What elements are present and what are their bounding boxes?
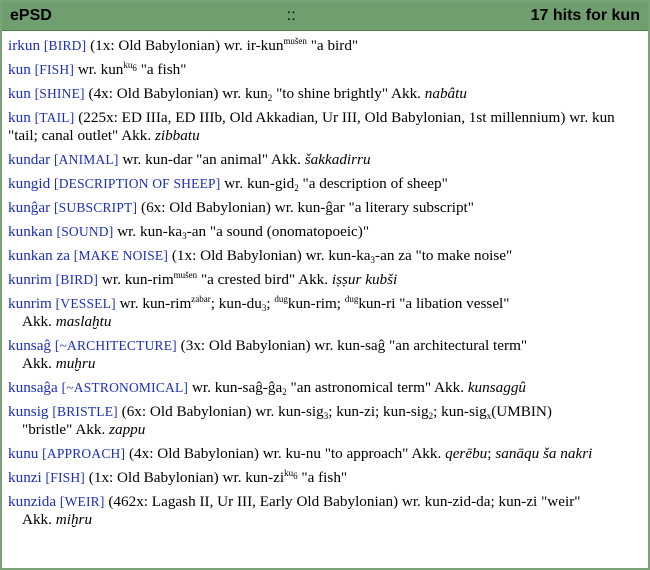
sign-index-sub: 2: [294, 183, 299, 193]
entry-sense-link[interactable]: [~ARCHITECTURE]: [54, 338, 177, 353]
entry-headword-link[interactable]: kunrim: [8, 271, 52, 288]
entry-body: (6x: Old Babylonian) wr. kun-sig: [121, 403, 324, 420]
akkadian-equivalent: nabâtu: [424, 85, 467, 102]
entry-sense-link[interactable]: [BIRD]: [55, 272, 99, 287]
result-entry: [8, 151, 642, 169]
result-entry: [8, 175, 642, 193]
entry-text: kun-ri "a libation vessel": [358, 295, 510, 312]
akkadian-equivalent: muḫru: [55, 355, 96, 372]
entry-body: wr. kun-rim: [101, 271, 174, 288]
akkadian-equivalent: miḫru: [55, 511, 93, 528]
entry-headword-link[interactable]: kundar: [8, 151, 51, 168]
entry-body: (462x: Lagash II, Ur III, Early Old Babylonian) wr. kun-zid-da; kun-zi "weir": [108, 493, 581, 510]
entry-text: ;: [487, 445, 496, 462]
entry-headword-link[interactable]: kungid: [8, 175, 51, 192]
result-entry: [8, 445, 642, 463]
results-list: [2, 31, 648, 529]
result-entry: [8, 271, 642, 289]
result-entry: [8, 223, 642, 241]
entry-headword-link[interactable]: irkun: [8, 37, 41, 54]
entry-headword-link[interactable]: kunu: [8, 445, 39, 462]
entry-sense-link[interactable]: [APPROACH]: [42, 446, 126, 461]
entry-sense-link[interactable]: [BRISTLE]: [52, 404, 118, 419]
entry-sense-link[interactable]: [TAIL]: [34, 110, 75, 125]
result-entry: [8, 199, 642, 217]
entry-body: wr. kun-ka: [117, 223, 183, 240]
entry-headword-link[interactable]: kunzi: [8, 469, 42, 486]
entry-text: "bristle" Akk.: [22, 421, 110, 438]
determinative-sup: ku6: [284, 468, 298, 481]
result-entry: [8, 469, 642, 487]
entry-headword-link[interactable]: kunkan: [8, 223, 53, 240]
entry-headword-link[interactable]: kun: [8, 61, 31, 78]
site-title[interactable]: ePSD: [10, 7, 52, 24]
entry-body: wr. kun-dar "an animal" Akk.: [122, 151, 305, 168]
entry-sense-link[interactable]: [ANIMAL]: [53, 152, 119, 167]
entry-text: "an astronomical term" Akk.: [286, 379, 468, 396]
sign-index-sub: 2: [428, 411, 434, 421]
entry-text: ; kun-du: [210, 295, 262, 312]
akkadian-equivalent: zibbatu: [154, 127, 200, 144]
entry-body: wr. kun: [77, 61, 124, 78]
entry-text: ; kun-sig: [433, 403, 487, 420]
determinative-sup: mušen: [283, 36, 307, 46]
entry-text: "a fish": [297, 469, 348, 486]
sign-index-sub: 3: [370, 255, 376, 265]
entry-text: kun-rim;: [287, 295, 345, 312]
entry-sense-link[interactable]: [WEIR]: [59, 494, 105, 509]
entry-text: "to shine brightly" Akk.: [272, 85, 425, 102]
entry-body: (3x: Old Babylonian) wr. kun-saĝ "an architectural term": [180, 337, 528, 354]
result-entry: [8, 403, 642, 439]
entry-headword-link[interactable]: kunsaĝa: [8, 379, 58, 396]
akkadian-equivalent: sanāqu ša nakri: [495, 445, 593, 462]
entry-continuation: [8, 313, 642, 331]
sign-index-sub: 3: [182, 231, 187, 241]
entry-body: (4x: Old Babylonian) wr. ku-nu "to approach" Akk.: [128, 445, 446, 462]
entry-sense-link[interactable]: [SOUND]: [56, 224, 114, 239]
entry-sense-link[interactable]: [FISH]: [45, 470, 85, 485]
entry-continuation: [8, 355, 642, 373]
result-entry: [8, 85, 642, 103]
entry-headword-link[interactable]: kun: [8, 85, 31, 102]
result-entry: [8, 37, 642, 55]
entry-body: (1x: Old Babylonian) wr. ir-kun: [90, 37, 284, 54]
akkadian-equivalent: maslaḫtu: [55, 313, 112, 330]
result-entry: [8, 247, 642, 265]
entry-text: ; kun-zi; kun-sig: [328, 403, 429, 420]
result-entry: [8, 379, 642, 397]
sign-index-sub: 3: [323, 411, 329, 421]
result-entry: [8, 61, 642, 79]
sign-index-sub: 2: [282, 387, 287, 397]
entry-body: (6x: Old Babylonian) wr. kun-ĝar "a literary subscript": [141, 199, 474, 216]
entry-sense-link[interactable]: [BIRD]: [43, 38, 87, 53]
result-entry: [8, 493, 642, 529]
determinative-sup: ku6: [123, 60, 137, 73]
entry-text: Akk.: [22, 355, 56, 372]
entry-text: "a fish": [136, 61, 187, 78]
entry-body: wr. kun-rim: [119, 295, 192, 312]
entry-headword-link[interactable]: kun: [8, 109, 31, 126]
akkadian-equivalent: kunsaggû: [467, 379, 527, 396]
result-entry: [8, 109, 642, 145]
entry-text: -an za "to make noise": [375, 247, 513, 264]
entry-continuation: [8, 421, 642, 439]
entry-text: Akk.: [22, 511, 56, 528]
sign-index-sub: 3: [261, 303, 267, 313]
sign-index-sub: 6: [132, 63, 137, 73]
entry-body: (225x: ED IIIa, ED IIIb, Old Akkadian, Ur III, Old Babylonian, 1st millennium) wr. kun "tail; canal outlet" Akk.: [8, 109, 615, 144]
determinative-sup: dug: [344, 294, 359, 304]
entry-text: "a description of sheep": [298, 175, 448, 192]
result-entry: [8, 295, 642, 331]
determinative-sup: zabar: [191, 294, 211, 304]
entry-text: ;: [266, 295, 275, 312]
entry-sense-link[interactable]: [FISH]: [34, 62, 75, 77]
sign-index-sub: 6: [293, 471, 298, 481]
entry-text: Akk.: [22, 313, 56, 330]
entry-sense-link[interactable]: [SHINE]: [34, 86, 85, 101]
entry-body: wr. kun-saĝ-ĝa: [191, 379, 283, 396]
result-entry: [8, 337, 642, 373]
entry-body: wr. kun-gid: [224, 175, 295, 192]
results-header: [2, 2, 648, 31]
entry-body: (1x: Old Babylonian) wr. kun-zi: [88, 469, 285, 486]
entry-body: (1x: Old Babylonian) wr. kun-ka: [171, 247, 371, 264]
entry-sense-link[interactable]: [VESSEL]: [55, 296, 116, 311]
header-separator: ::: [286, 7, 296, 24]
akkadian-equivalent: šakkadirru: [304, 151, 371, 168]
entry-text: -an "a sound (onomatopoeic)": [186, 223, 370, 240]
entry-text: (UMBIN): [491, 403, 552, 420]
sign-index-sub: x: [486, 411, 492, 421]
entry-sense-link[interactable]: [SUBSCRIPT]: [53, 200, 138, 215]
entry-sense-link[interactable]: [MAKE NOISE]: [73, 248, 169, 263]
akkadian-equivalent: qerēbu: [445, 445, 488, 462]
entry-text: "a bird": [306, 37, 359, 54]
entry-headword-link[interactable]: kunzida: [8, 493, 57, 510]
entry-headword-link[interactable]: kunsaĝ: [8, 337, 52, 354]
entry-headword-link[interactable]: kunĝar: [8, 199, 51, 216]
akkadian-equivalent: iṣṣur kubši: [331, 271, 398, 288]
akkadian-equivalent: zappu: [109, 421, 146, 438]
determinative-sup: mušen: [173, 270, 198, 280]
entry-body: (4x: Old Babylonian) wr. kun: [88, 85, 268, 102]
entry-continuation: [8, 511, 642, 529]
hit-count: 17 hits for kun: [530, 7, 640, 24]
entry-sense-link[interactable]: [DESCRIPTION OF SHEEP]: [54, 176, 221, 191]
entry-headword-link[interactable]: kunrim: [8, 295, 52, 312]
entry-sense-link[interactable]: [~ASTRONOMICAL]: [61, 380, 189, 395]
sign-index-sub: 2: [267, 93, 273, 103]
entry-headword-link[interactable]: kunkan za: [8, 247, 70, 264]
determinative-sup: dug: [274, 294, 288, 304]
entry-headword-link[interactable]: kunsig: [8, 403, 49, 420]
entry-text: "a crested bird" Akk.: [197, 271, 332, 288]
